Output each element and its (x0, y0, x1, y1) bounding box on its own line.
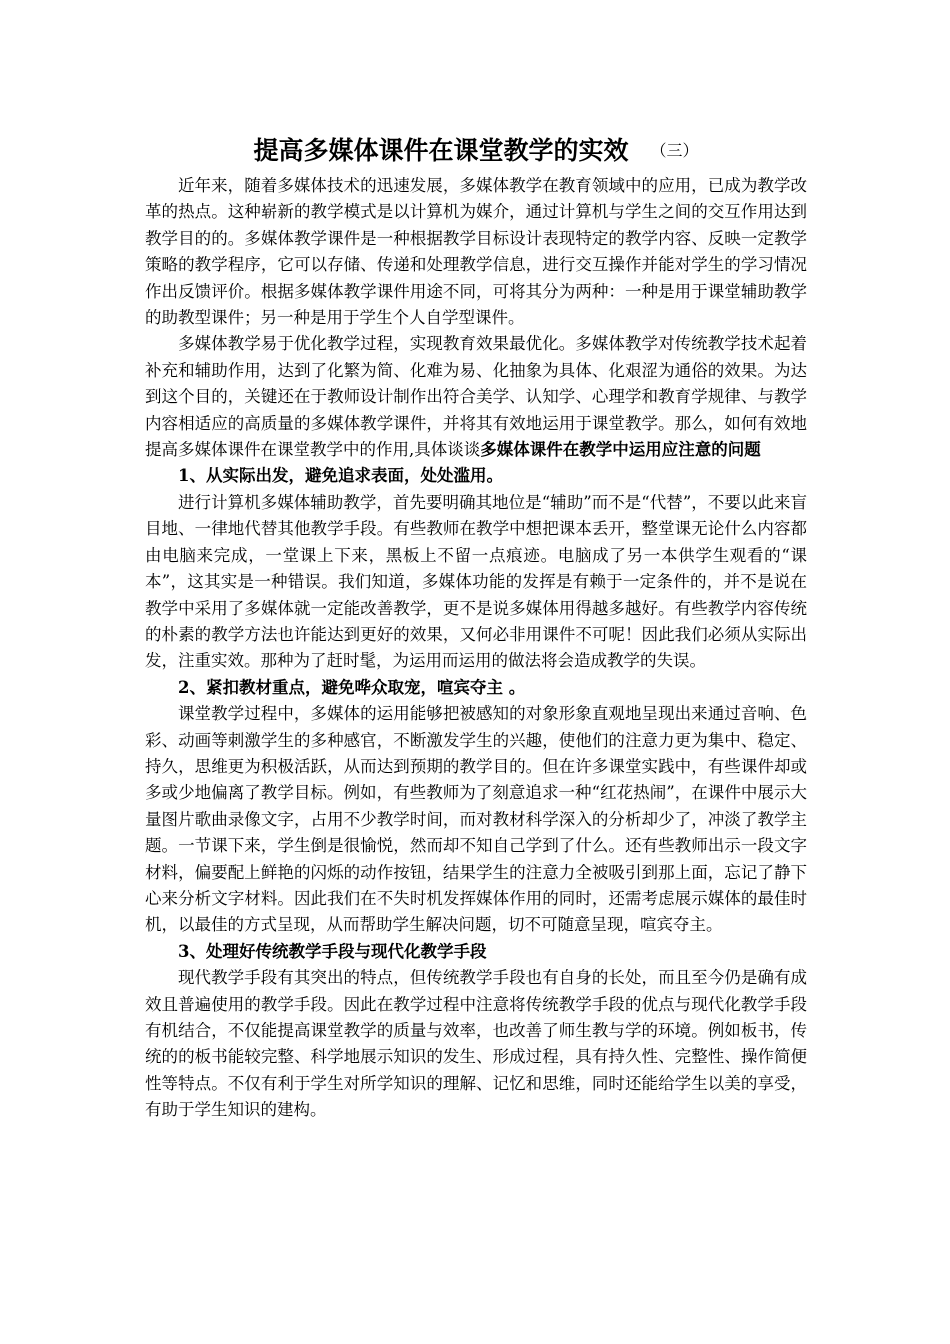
section-heading-2: 2、紧扣教材重点，避免哗众取宠，喧宾夺主 。 (178, 677, 526, 697)
section-3-paragraph: 现代教学手段有其突出的特点，但传统教学手段也有自身的长处，而且至今仍是确有成效且普遍使用的教学手段。因此在教学过程中注意将传统教学手段的优点与现代化教学手段有机结合，不仅能提高课堂教学的质量与效率，也改善了师生教与学的环境。例如板书，传统的的板书能较完整、科学地展示知识的发生、形成过程，具有持久性、完整性、操作简便性等特点。不仅有利于学生对所学知识的理解、记忆和思维，同时还能给学生以美的享受，有助于学生知识的建构。 (145, 968, 807, 1120)
section-heading-3: 3、处理好传统教学手段与现代化教学手段 (178, 941, 487, 961)
document-body (145, 135, 807, 1124)
intro-paragraph: 近年来，随着多媒体技术的迅速发展，多媒体教学在教育领域中的应用，已成为教学改革的热点。这种崭新的教学模式是以计算机为媒介，通过计算机与学生之间的交互作用达到教学目的的。多媒体教学课件是一种根据教学目标设计表现特定的教学内容、反映一定教学策略的教学程序，它可以存储、传递和处理教学信息，进行交互操作并能对学生的学习情况作出反馈评价。根据多媒体教学课件用途不同，可将其分为两种：一种是用于课堂辅助教学的助教型课件；另一种是用于学生个人自学型课件。 (145, 176, 807, 328)
second-paragraph-bold: 多媒体课件在教学中运用应注意的问题 (480, 440, 761, 460)
title-suffix: （三） (650, 141, 699, 160)
page-title (145, 135, 807, 167)
section-2-paragraph: 课堂教学过程中，多媒体的运用能够把被感知的对象形象直观地呈现出来通过音响、色彩、动画等刺激学生的多种感官，不断激发学生的兴趣，使他们的注意力更为集中、稳定、持久，思维更为积极活跃，从而达到预期的教学目的。但在许多课堂实践中，有些课件却或多或少地偏离了教学目标。例如，有些教师为了刻意追求一种“红花热闹”，在课件中展示大量图片歌曲录像文字，占用不少教学时间，而对教材科学深入的分析却少了，冲淡了教学主题。一节课下来，学生倒是很愉悦，然而却不知自己学到了什么。还有些教师出示一段文字材料，偏要配上鲜艳的闪烁的动作按钮，结果学生的注意力全被吸引到那上面，忘记了静下心来分析文字材料。因此我们在不失时机发挥媒体作用的同时，还需考虑展示媒体的最佳时机，以最佳的方式呈现，从而帮助学生解决问题，切不可随意呈现，喧宾夺主。 (145, 704, 807, 935)
second-paragraph-text: 多媒体教学易于优化教学过程，实现教育效果最优化。多媒体教学对传统教学技术起着补充和辅助作用，达到了化繁为简、化难为易、化抽象为具体、化艰涩为通俗的效果。为达到这个目的，关键还在于教师设计制作出符合美学、认知学、心理学和教育学规律、与教学内容相适应的高质量的多媒体教学课件，并将其有效地运用于课堂教学。那么，如何有效地提高多媒体课件在课堂教学中的作用,具体谈谈 (145, 334, 807, 460)
section-1-paragraph: 进行计算机多媒体辅助教学，首先要明确其地位是“辅助”而不是“代替”，不要以此来盲目地、一律地代替其他教学手段。有些教师在教学中想把课本丢开，整堂课无论什么内容都由电脑来完成，一堂课上下来，黑板上不留一点痕迹。电脑成了另一本供学生观看的“课本”，这其实是一种错误。我们知道，多媒体功能的发挥是有赖于一定条件的，并不是说在教学中采用了多媒体就一定能改善教学，更不是说多媒体用得越多越好。有些教学内容传统的朴素的教学方法也许能达到更好的效果，又何必非用课件不可呢！因此我们必须从实际出发，注重实效。那种为了赶时髦，为运用而运用的做法将会造成教学的失误。 (145, 492, 807, 671)
title-text: 提高多媒体课件在课堂教学的实效 (253, 136, 629, 165)
second-paragraph (145, 331, 807, 463)
section-heading-1: 1、从实际出发，避免追求表面，处处滥用。 (178, 466, 503, 486)
